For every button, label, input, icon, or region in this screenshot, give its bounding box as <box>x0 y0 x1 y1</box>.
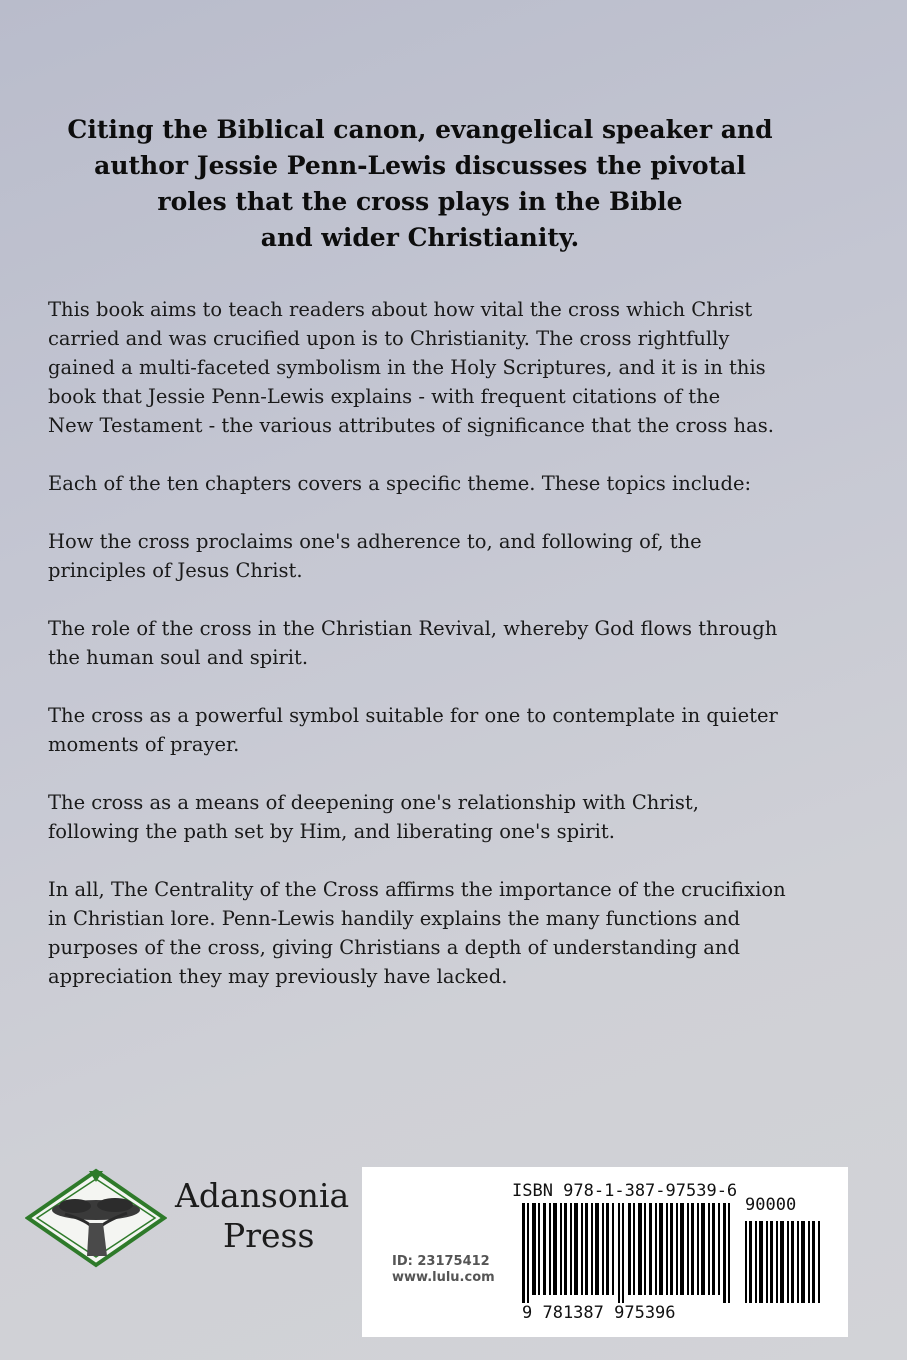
publisher-name <box>175 1176 349 1256</box>
barcode-bars-icon <box>522 1203 734 1303</box>
isbn-label: ISBN 978-1-387-97539-6 <box>512 1181 738 1201</box>
paragraph-intro <box>48 295 838 440</box>
addon-barcode-bars-icon <box>745 1221 825 1303</box>
baobab-tree-logo-icon <box>25 1168 167 1268</box>
text-line: This book aims to teach readers about how vital the cross which Christ <box>48 298 753 321</box>
text-line: The role of the cross in the Christian Revival, whereby God flows through <box>48 617 778 640</box>
text-line: The cross as a means of deepening one's relationship with Christ, <box>48 791 699 814</box>
lulu-id: ID: 23175412 <box>392 1254 490 1269</box>
text-line: In all, The Centrality of the Cross affirms the importance of the crucifixion <box>48 878 786 901</box>
barcode-box <box>362 1167 848 1337</box>
text-line: book that Jessie Penn-Lewis explains - with frequent citations of the <box>48 385 721 408</box>
paragraph-topic-3 <box>48 701 838 759</box>
addon-code: 90000 <box>745 1195 797 1215</box>
headline-line: author Jessie Penn-Lewis discusses the pivotal <box>94 151 746 180</box>
text-line: carried and was crucified upon is to Christianity. The cross rightfully <box>48 327 730 350</box>
text-line: Each of the ten chapters covers a specific theme. These topics include: <box>48 472 752 495</box>
paragraph-topic-1 <box>48 527 838 585</box>
headline-line: roles that the cross plays in the Bible <box>157 187 683 216</box>
text-line: in Christian lore. Penn-Lewis handily explains the many functions and <box>48 907 741 930</box>
text-line: The cross as a powerful symbol suitable for one to contemplate in quieter <box>48 704 778 727</box>
text-line: How the cross proclaims one's adherence to, and following of, the <box>48 530 702 553</box>
publisher-name-line2: Press <box>223 1216 315 1255</box>
paragraph-topic-2 <box>48 614 838 672</box>
paragraph-topic-4 <box>48 788 838 846</box>
lulu-site: www.lulu.com <box>392 1270 495 1285</box>
barcode-digits: 9 781387 975396 <box>522 1303 676 1323</box>
headline-line: Citing the Biblical canon, evangelical speaker and <box>67 115 773 144</box>
text-line: New Testament - the various attributes of significance that the cross has. <box>48 414 774 437</box>
text-line: the human soul and spirit. <box>48 646 309 669</box>
text-line: purposes of the cross, giving Christians a depth of understanding and <box>48 936 740 959</box>
description-body <box>48 295 838 1020</box>
headline <box>60 112 780 256</box>
publisher-name-line1: Adansonia <box>175 1176 350 1215</box>
text-line: moments of prayer. <box>48 733 240 756</box>
headline-line: and wider Christianity. <box>260 223 580 252</box>
text-line: principles of Jesus Christ. <box>48 559 303 582</box>
text-line: following the path set by Him, and liberating one's spirit. <box>48 820 615 843</box>
text-line: gained a multi-faceted symbolism in the Holy Scriptures, and it is in this <box>48 356 766 379</box>
paragraph-conclusion <box>48 875 838 991</box>
publisher-block <box>25 1168 365 1268</box>
text-line: appreciation they may previously have lacked. <box>48 965 508 988</box>
lulu-id-block <box>392 1254 495 1286</box>
paragraph-chapters <box>48 469 838 498</box>
